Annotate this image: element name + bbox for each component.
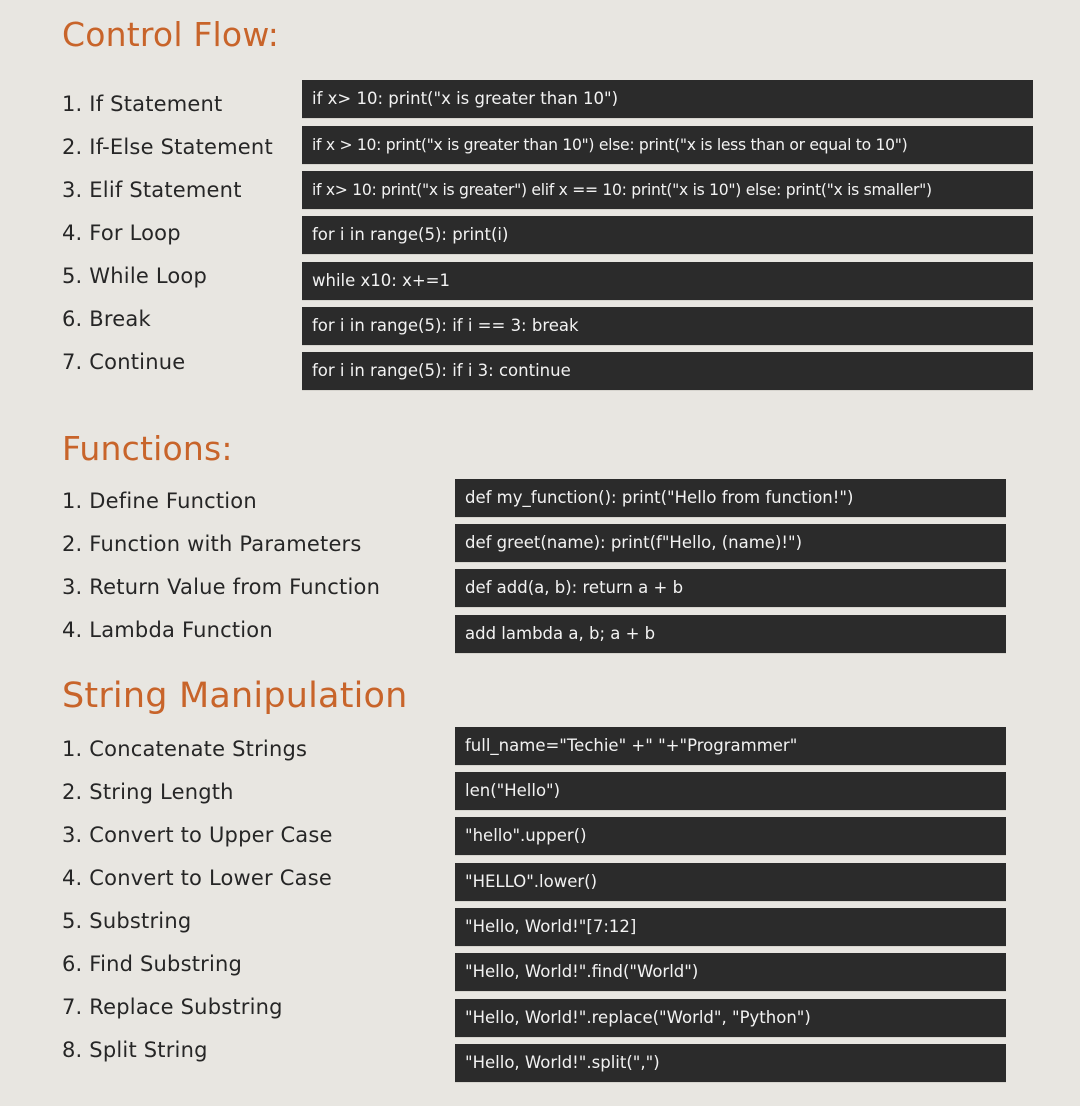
code-snippet-continue: for i in range(5): if i 3: continue bbox=[302, 352, 1033, 390]
string-label: 6. Find Substring bbox=[62, 952, 243, 976]
code-snippet-substring: "Hello, World!"[7:12] bbox=[455, 908, 1006, 946]
control-flow-label: 6. Break bbox=[62, 307, 151, 331]
code-snippet-length: len("Hello") bbox=[455, 772, 1006, 810]
code-snippet-find: "Hello, World!".find("World") bbox=[455, 953, 1006, 991]
string-label: 8. Split String bbox=[62, 1038, 208, 1062]
code-snippet-lambda: add lambda a, b; a + b bbox=[455, 615, 1006, 653]
code-snippet-lower: "HELLO".lower() bbox=[455, 863, 1006, 901]
string-manipulation-heading: String Manipulation bbox=[62, 676, 408, 716]
functions-label: 2. Function with Parameters bbox=[62, 532, 362, 556]
string-label: 5. Substring bbox=[62, 909, 192, 933]
functions-label: 1. Define Function bbox=[62, 489, 257, 513]
functions-label: 3. Return Value from Function bbox=[62, 575, 381, 599]
code-snippet-split: "Hello, World!".split(",") bbox=[455, 1044, 1006, 1082]
string-label: 3. Convert to Upper Case bbox=[62, 823, 333, 847]
control-flow-label: 4. For Loop bbox=[62, 221, 181, 245]
control-flow-label: 1. If Statement bbox=[62, 92, 223, 116]
control-flow-label: 2. If-Else Statement bbox=[62, 135, 273, 159]
code-snippet-return-value: def add(a, b): return a + b bbox=[455, 569, 1006, 607]
string-label: 2. String Length bbox=[62, 780, 234, 804]
code-snippet-upper: "hello".upper() bbox=[455, 817, 1006, 855]
code-snippet-if-else: if x > 10: print("x is greater than 10") else: print("x is less than or equal to 10") bbox=[302, 126, 1033, 164]
control-flow-label: 5. While Loop bbox=[62, 264, 208, 288]
code-snippet-concatenate: full_name="Techie" +" "+"Programmer" bbox=[455, 727, 1006, 765]
string-label: 7. Replace Substring bbox=[62, 995, 283, 1019]
string-label: 4. Convert to Lower Case bbox=[62, 866, 332, 890]
functions-heading: Functions: bbox=[62, 429, 233, 468]
code-snippet-define-function: def my_function(): print("Hello from function!") bbox=[455, 479, 1006, 517]
control-flow-heading: Control Flow: bbox=[62, 15, 280, 54]
control-flow-label: 7. Continue bbox=[62, 350, 186, 374]
code-snippet-for: for i in range(5): print(i) bbox=[302, 216, 1033, 254]
code-snippet-function-params: def greet(name): print(f"Hello, (name)!") bbox=[455, 524, 1006, 562]
functions-label: 4. Lambda Function bbox=[62, 618, 273, 642]
code-snippet-while: while x10: x+=1 bbox=[302, 262, 1033, 300]
code-snippet-replace: "Hello, World!".replace("World", "Python") bbox=[455, 999, 1006, 1037]
code-snippet-if: if x> 10: print("x is greater than 10") bbox=[302, 80, 1033, 118]
string-label: 1. Concatenate Strings bbox=[62, 737, 308, 761]
code-snippet-elif: if x> 10: print("x is greater") elif x == 10: print("x is 10") else: print("x is smaller") bbox=[302, 171, 1033, 209]
control-flow-label: 3. Elif Statement bbox=[62, 178, 242, 202]
code-snippet-break: for i in range(5): if i == 3: break bbox=[302, 307, 1033, 345]
